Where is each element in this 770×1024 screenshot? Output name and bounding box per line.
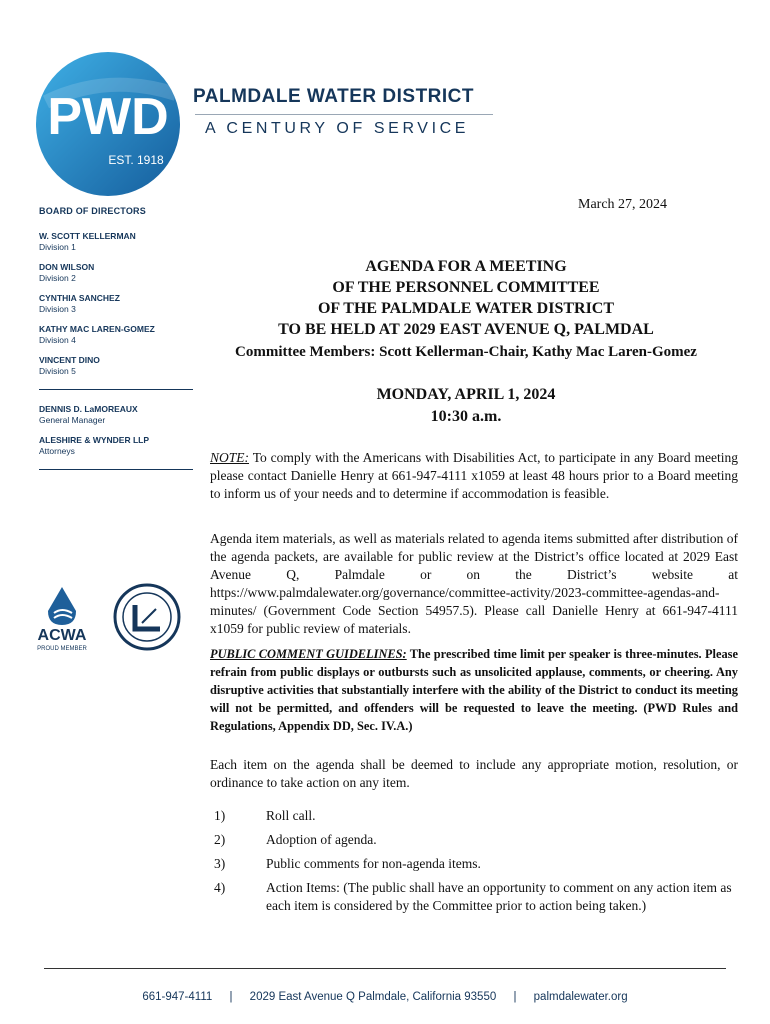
- logo-letters: PWD: [47, 88, 169, 146]
- pwd-logo: [36, 52, 180, 196]
- note-label: NOTE:: [210, 450, 250, 465]
- member-name: W. SCOTT KELLERMAN: [39, 231, 136, 241]
- heading-line: TO BE HELD AT 2029 EAST AVENUE Q, PALMDAL: [278, 321, 654, 338]
- member-division: Division 3: [39, 304, 76, 314]
- sidebar-divider: [39, 469, 193, 470]
- agenda-item-number: 4): [214, 880, 226, 895]
- footer: [0, 991, 770, 1003]
- document-date: March 27, 2024: [578, 197, 668, 212]
- agenda-item-number: 2): [214, 832, 226, 847]
- acwa-label: ACWA: [37, 627, 87, 644]
- agenda-item: [210, 855, 738, 873]
- materials-paragraph: Agenda item materials, as well as materials related to agenda items submitted after distribution of the agenda packets, are available for public review at the District’s office located at 2029 East Avenue Q, Palmdale or on the District’s website at https://www.palmdalewater.org/governance/committee-activity/2023-committee-agendas-and-minutes/ (Government Code Section 54957.5). Please call Danielle Henry at 661-947-4111 x1059 for public review of materials.: [210, 531, 738, 636]
- staff-member: [39, 435, 199, 457]
- board-member: [39, 355, 199, 377]
- member-division: Division 5: [39, 366, 76, 376]
- staff-member: [39, 404, 199, 426]
- district-seal-icon: [115, 585, 179, 649]
- logo-est: EST. 1918: [108, 153, 164, 167]
- each-item-paragraph: Each item on the agenda shall be deemed to include any appropriate motion, resolution, or ordinance to take action on any item.: [210, 757, 738, 790]
- footer-address: 2029 East Avenue Q Palmdale, California 93550: [249, 991, 497, 1003]
- heading-line: AGENDA FOR A MEETING: [365, 258, 567, 275]
- board-member: [39, 262, 199, 284]
- member-name: CYNTHIA SANCHEZ: [39, 293, 120, 303]
- board-member: [39, 293, 199, 315]
- public-comment-guidelines: [210, 645, 738, 735]
- committee-members: Committee Members: Scott Kellerman-Chair, Kathy Mac Laren-Gomez: [235, 344, 697, 360]
- member-division: Division 4: [39, 335, 76, 345]
- agenda-item-text: Adoption of agenda.: [266, 832, 377, 847]
- heading-line: OF THE PERSONNEL COMMITTEE: [332, 279, 600, 296]
- membership-badges: [32, 583, 202, 653]
- agenda-item: [210, 879, 738, 915]
- agenda-item-text: Public comments for non-agenda items.: [266, 856, 481, 871]
- org-tagline: A CENTURY OF SERVICE: [205, 120, 470, 137]
- agenda-heading: [196, 256, 736, 340]
- staff-role: Attorneys: [39, 446, 75, 456]
- footer-separator: |: [513, 991, 517, 1003]
- staff-name: ALESHIRE & WYNDER LLP: [39, 435, 150, 445]
- staff-name: DENNIS D. LaMOREAUX: [39, 404, 138, 414]
- agenda-item-number: 1): [214, 808, 226, 823]
- guidelines-label: PUBLIC COMMENT GUIDELINES:: [210, 647, 407, 661]
- footer-phone: 661-947-4111: [142, 991, 213, 1003]
- ada-note: [210, 449, 738, 503]
- member-division: Division 1: [39, 242, 76, 252]
- member-name: KATHY MAC LAREN-GOMEZ: [39, 324, 155, 334]
- agenda-item: [210, 831, 738, 849]
- board-heading: BOARD OF DIRECTORS: [39, 206, 146, 216]
- agenda-item: [210, 807, 738, 825]
- staff-role: General Manager: [39, 415, 106, 425]
- member-division: Division 2: [39, 273, 76, 283]
- board-member: [39, 231, 199, 253]
- agenda-item-number: 3): [214, 856, 226, 871]
- acwa-logo: [37, 587, 87, 652]
- footer-divider: [44, 968, 726, 969]
- org-name: PALMDALE WATER DISTRICT: [193, 86, 474, 107]
- guidelines-text: The prescribed time limit per speaker is three-minutes. Please refrain from public displays or outbursts such as unsolicited applause, comments, or cheering. Any disruptive activities that substantially interfere with the ability of the District to conduct its meeting will not be permitted, and offenders will be requested to leave the meeting. (PWD Rules and Regulations, Appendix DD, Sec. IV.A.): [210, 647, 738, 733]
- footer-website[interactable]: palmdalewater.org: [533, 991, 628, 1003]
- footer-separator: |: [229, 991, 233, 1003]
- member-name: VINCENT DINO: [39, 355, 100, 365]
- agenda-item-text: Action Items: (The public shall have an opportunity to comment on any action item as each item is considered by the Committee prior to action being taken.): [266, 880, 732, 913]
- sidebar: [39, 206, 199, 484]
- meeting-datetime: [196, 384, 736, 428]
- note-text: To comply with the Americans with Disabilities Act, to participate in any Board meeting please contact Danielle Henry at 661-947-4111 x1059 at least 48 hours prior to a Board meeting to inform us of your needs and to determine if accommodation is feasible.: [210, 450, 738, 501]
- sidebar-divider: [39, 389, 193, 390]
- board-member: [39, 324, 199, 346]
- heading-line: OF THE PALMDALE WATER DISTRICT: [317, 300, 615, 317]
- acwa-sub-label: PROUD MEMBER: [37, 646, 87, 652]
- member-name: DON WILSON: [39, 262, 95, 272]
- meeting-day: MONDAY, APRIL 1, 2024: [376, 386, 556, 403]
- meeting-time: 10:30 a.m.: [430, 408, 502, 425]
- org-divider: [195, 114, 493, 115]
- agenda-item-text: Roll call.: [266, 808, 316, 823]
- agenda-list: [210, 807, 738, 921]
